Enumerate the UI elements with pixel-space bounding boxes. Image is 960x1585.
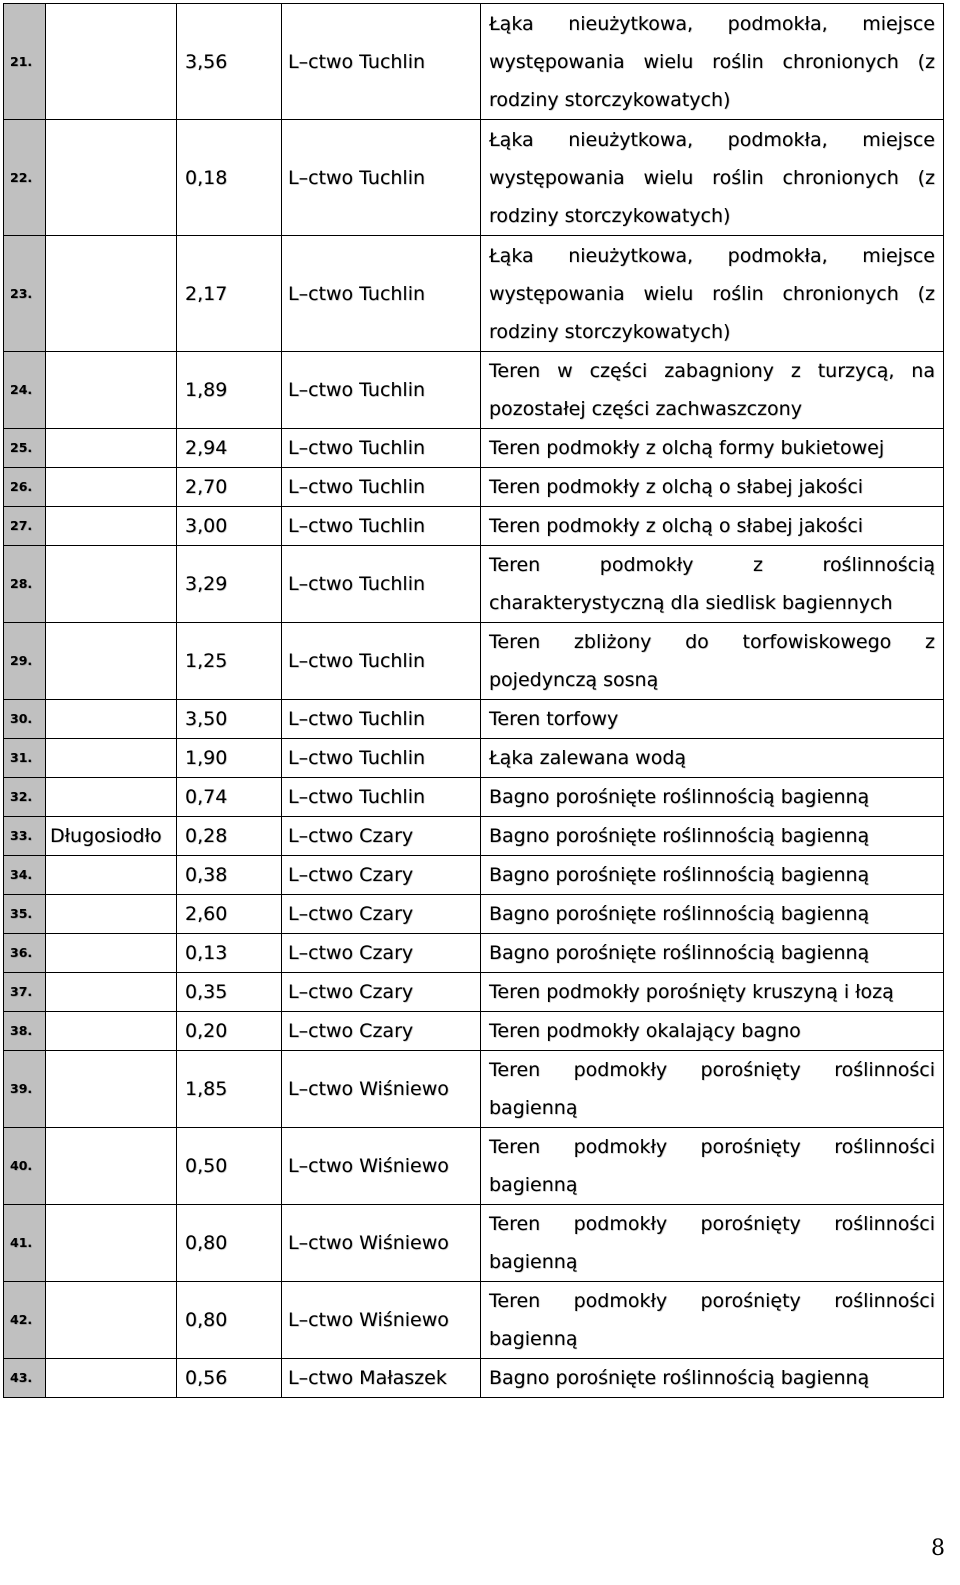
district-cell: L–ctwo Tuchlin xyxy=(282,4,481,120)
table-row xyxy=(4,739,944,778)
description-cell: Łąka nieużytkowa, podmokła, miejsce występowania wielu roślin chronionych (z rodziny storczykowatych) xyxy=(481,120,944,236)
table-row xyxy=(4,623,944,700)
area-cell: 0,38 xyxy=(177,856,282,895)
location-cell xyxy=(46,236,177,352)
row-number-cell: 30. xyxy=(4,700,46,739)
row-number-cell: 27. xyxy=(4,507,46,546)
description-cell: Teren podmokły porośnięty roślinności bagienną xyxy=(481,1128,944,1205)
district-cell: L–ctwo Tuchlin xyxy=(282,429,481,468)
district-cell: L–ctwo Czary xyxy=(282,817,481,856)
row-number-cell: 26. xyxy=(4,468,46,507)
district-cell: L–ctwo Czary xyxy=(282,1012,481,1051)
table-row xyxy=(4,700,944,739)
area-cell: 3,50 xyxy=(177,700,282,739)
row-number-cell: 34. xyxy=(4,856,46,895)
district-cell: L–ctwo Tuchlin xyxy=(282,352,481,429)
row-number-cell: 25. xyxy=(4,429,46,468)
description-cell: Teren zbliżony do torfowiskowego z pojedynczą sosną xyxy=(481,623,944,700)
district-cell: L–ctwo Czary xyxy=(282,934,481,973)
table-row xyxy=(4,120,944,236)
area-cell: 0,74 xyxy=(177,778,282,817)
table-row xyxy=(4,352,944,429)
location-cell xyxy=(46,120,177,236)
area-cell: 2,60 xyxy=(177,895,282,934)
area-cell: 2,94 xyxy=(177,429,282,468)
table-row xyxy=(4,1205,944,1282)
description-cell: Teren podmokły z olchą o słabej jakości xyxy=(481,468,944,507)
table-row xyxy=(4,507,944,546)
district-cell: L–ctwo Tuchlin xyxy=(282,739,481,778)
table-row xyxy=(4,1282,944,1359)
row-number-cell: 31. xyxy=(4,739,46,778)
area-cell: 0,50 xyxy=(177,1128,282,1205)
district-cell: L–ctwo Czary xyxy=(282,895,481,934)
description-cell: Bagno porośnięte roślinnością bagienną xyxy=(481,778,944,817)
table-row xyxy=(4,546,944,623)
table-row xyxy=(4,1359,944,1398)
location-cell: Długosiodło xyxy=(46,817,177,856)
description-cell: Łąka nieużytkowa, podmokła, miejsce występowania wielu roślin chronionych (z rodziny storczykowatych) xyxy=(481,4,944,120)
area-cell: 0,28 xyxy=(177,817,282,856)
district-cell: L–ctwo Tuchlin xyxy=(282,623,481,700)
row-number-cell: 39. xyxy=(4,1051,46,1128)
description-cell: Bagno porośnięte roślinnością bagienną xyxy=(481,856,944,895)
description-cell: Teren podmokły porośnięty kruszyną i łozą xyxy=(481,973,944,1012)
district-cell: L–ctwo Czary xyxy=(282,973,481,1012)
description-cell: Teren podmokły z olchą formy bukietowej xyxy=(481,429,944,468)
row-number-cell: 41. xyxy=(4,1205,46,1282)
location-cell xyxy=(46,507,177,546)
description-cell: Teren podmokły porośnięty roślinności bagienną xyxy=(481,1051,944,1128)
area-cell: 1,25 xyxy=(177,623,282,700)
area-cell: 0,18 xyxy=(177,120,282,236)
description-cell: Łąka nieużytkowa, podmokła, miejsce występowania wielu roślin chronionych (z rodziny storczykowatych) xyxy=(481,236,944,352)
location-cell xyxy=(46,934,177,973)
description-cell: Teren podmokły okalający bagno xyxy=(481,1012,944,1051)
table-row xyxy=(4,895,944,934)
row-number-cell: 37. xyxy=(4,973,46,1012)
description-cell: Bagno porośnięte roślinnością bagienną xyxy=(481,934,944,973)
row-number-cell: 23. xyxy=(4,236,46,352)
location-cell xyxy=(46,546,177,623)
district-cell: L–ctwo Tuchlin xyxy=(282,700,481,739)
table-row xyxy=(4,778,944,817)
district-cell: L–ctwo Tuchlin xyxy=(282,546,481,623)
table-row xyxy=(4,973,944,1012)
area-cell: 1,90 xyxy=(177,739,282,778)
description-cell: Teren podmokły z olchą o słabej jakości xyxy=(481,507,944,546)
district-cell: L–ctwo Małaszek xyxy=(282,1359,481,1398)
area-cell: 0,35 xyxy=(177,973,282,1012)
location-cell xyxy=(46,973,177,1012)
description-cell: Bagno porośnięte roślinnością bagienną xyxy=(481,817,944,856)
location-cell xyxy=(46,895,177,934)
district-cell: L–ctwo Wiśniewo xyxy=(282,1128,481,1205)
table-row xyxy=(4,236,944,352)
location-cell xyxy=(46,1282,177,1359)
row-number-cell: 21. xyxy=(4,4,46,120)
description-cell: Teren podmokły porośnięty roślinności bagienną xyxy=(481,1282,944,1359)
row-number-cell: 22. xyxy=(4,120,46,236)
table-row xyxy=(4,934,944,973)
location-cell xyxy=(46,4,177,120)
description-cell: Teren torfowy xyxy=(481,700,944,739)
row-number-cell: 28. xyxy=(4,546,46,623)
district-cell: L–ctwo Wiśniewo xyxy=(282,1205,481,1282)
location-cell xyxy=(46,778,177,817)
district-cell: L–ctwo Wiśniewo xyxy=(282,1051,481,1128)
table-row xyxy=(4,856,944,895)
district-cell: L–ctwo Tuchlin xyxy=(282,778,481,817)
area-cell: 3,00 xyxy=(177,507,282,546)
location-cell xyxy=(46,856,177,895)
row-number-cell: 40. xyxy=(4,1128,46,1205)
sites-table-body xyxy=(4,4,944,1398)
row-number-cell: 32. xyxy=(4,778,46,817)
row-number-cell: 33. xyxy=(4,817,46,856)
area-cell: 2,70 xyxy=(177,468,282,507)
area-cell: 0,80 xyxy=(177,1205,282,1282)
table-row xyxy=(4,1128,944,1205)
table-row xyxy=(4,817,944,856)
district-cell: L–ctwo Tuchlin xyxy=(282,236,481,352)
area-cell: 0,80 xyxy=(177,1282,282,1359)
area-cell: 0,56 xyxy=(177,1359,282,1398)
district-cell: L–ctwo Wiśniewo xyxy=(282,1282,481,1359)
area-cell: 2,17 xyxy=(177,236,282,352)
location-cell xyxy=(46,1128,177,1205)
district-cell: L–ctwo Tuchlin xyxy=(282,120,481,236)
sites-table xyxy=(3,3,944,1398)
description-cell: Łąka zalewana wodą xyxy=(481,739,944,778)
location-cell xyxy=(46,700,177,739)
location-cell xyxy=(46,1205,177,1282)
description-cell: Teren podmokły z roślinnością charakterystyczną dla siedlisk bagiennych xyxy=(481,546,944,623)
page-number: 8 xyxy=(931,1536,945,1561)
location-cell xyxy=(46,352,177,429)
row-number-cell: 24. xyxy=(4,352,46,429)
location-cell xyxy=(46,739,177,778)
area-cell: 1,89 xyxy=(177,352,282,429)
area-cell: 3,29 xyxy=(177,546,282,623)
area-cell: 1,85 xyxy=(177,1051,282,1128)
row-number-cell: 36. xyxy=(4,934,46,973)
description-cell: Teren podmokły porośnięty roślinności bagienną xyxy=(481,1205,944,1282)
location-cell xyxy=(46,429,177,468)
location-cell xyxy=(46,468,177,507)
district-cell: L–ctwo Tuchlin xyxy=(282,507,481,546)
location-cell xyxy=(46,1359,177,1398)
district-cell: L–ctwo Czary xyxy=(282,856,481,895)
description-cell: Bagno porośnięte roślinnością bagienną xyxy=(481,895,944,934)
table-row xyxy=(4,468,944,507)
description-cell: Teren w części zabagniony z turzycą, na pozostałej części zachwaszczony xyxy=(481,352,944,429)
row-number-cell: 29. xyxy=(4,623,46,700)
table-row xyxy=(4,1051,944,1128)
row-number-cell: 43. xyxy=(4,1359,46,1398)
table-row xyxy=(4,4,944,120)
area-cell: 0,13 xyxy=(177,934,282,973)
location-cell xyxy=(46,1051,177,1128)
description-cell: Bagno porośnięte roślinnością bagienną xyxy=(481,1359,944,1398)
table-row xyxy=(4,1012,944,1051)
row-number-cell: 38. xyxy=(4,1012,46,1051)
table-row xyxy=(4,429,944,468)
location-cell xyxy=(46,623,177,700)
area-cell: 0,20 xyxy=(177,1012,282,1051)
area-cell: 3,56 xyxy=(177,4,282,120)
location-cell xyxy=(46,1012,177,1051)
row-number-cell: 35. xyxy=(4,895,46,934)
district-cell: L–ctwo Tuchlin xyxy=(282,468,481,507)
row-number-cell: 42. xyxy=(4,1282,46,1359)
